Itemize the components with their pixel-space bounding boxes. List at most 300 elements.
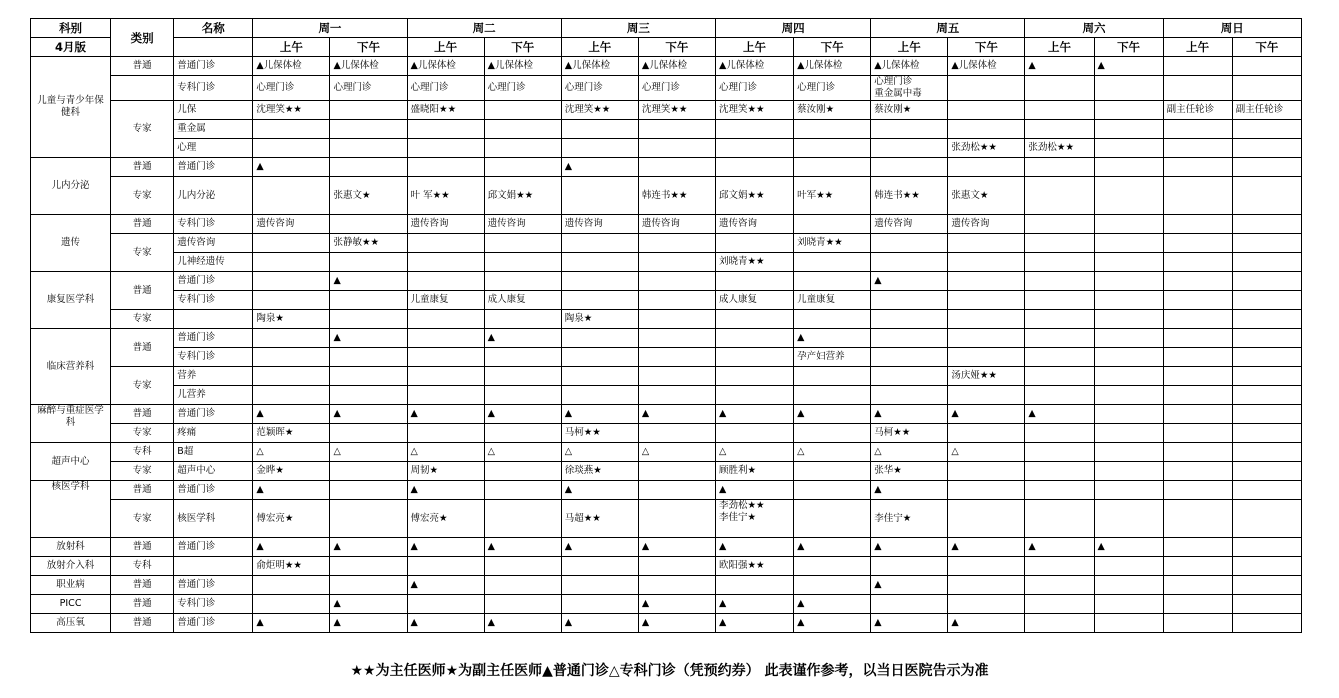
department-cell: 放射科: [31, 538, 111, 557]
schedule-slot: 心理门诊 重金属中毒: [871, 76, 948, 101]
clinic-name-cell: 普通门诊: [174, 614, 253, 633]
schedule-slot: ▲: [715, 405, 793, 424]
schedule-slot: [1163, 595, 1232, 614]
schedule-slot: △: [948, 443, 1025, 462]
schedule-slot: ▲: [407, 405, 484, 424]
schedule-slot: [1232, 234, 1301, 253]
table-row: [31, 443, 1302, 462]
table-row: [31, 120, 1302, 139]
schedule-slot: [407, 557, 484, 576]
department-cell: 儿内分泌: [31, 158, 111, 215]
category-cell: 普通: [111, 576, 174, 595]
clinic-name-cell: 疼痛: [174, 424, 253, 443]
schedule-slot: [407, 424, 484, 443]
schedule-slot: ▲: [871, 481, 948, 500]
schedule-slot: [948, 310, 1025, 329]
schedule-slot: [1232, 481, 1301, 500]
schedule-slot: 张劲松★★: [1025, 139, 1094, 158]
schedule-slot: ▲: [871, 272, 948, 291]
schedule-slot: [948, 120, 1025, 139]
table-row: [31, 538, 1302, 557]
table-row: [31, 177, 1302, 215]
clinic-name-cell: 遗传咨询: [174, 234, 253, 253]
schedule-slot: [715, 234, 793, 253]
schedule-slot: [253, 120, 330, 139]
table-row: [31, 329, 1302, 348]
schedule-slot: ▲: [871, 405, 948, 424]
schedule-slot: [715, 120, 793, 139]
schedule-slot: [871, 595, 948, 614]
schedule-slot: [1232, 576, 1301, 595]
schedule-slot: △: [794, 443, 871, 462]
category-cell: 普通: [111, 405, 174, 424]
table-row: [31, 595, 1302, 614]
schedule-slot: [1163, 348, 1232, 367]
schedule-slot: [484, 557, 561, 576]
am-header: 上午: [407, 38, 484, 57]
schedule-slot: [1025, 76, 1094, 101]
schedule-slot: [1025, 348, 1094, 367]
clinic-name-cell: 普通门诊: [174, 405, 253, 424]
schedule-slot: 心理门诊: [330, 76, 407, 101]
clinic-name-cell: 重金属: [174, 120, 253, 139]
schedule-slot: [330, 424, 407, 443]
schedule-slot: [484, 481, 561, 500]
clinic-name-cell: 普通门诊: [174, 576, 253, 595]
schedule-slot: 金晔★: [253, 462, 330, 481]
schedule-slot: [1094, 310, 1163, 329]
schedule-slot: ▲: [871, 614, 948, 633]
table-row: [31, 386, 1302, 405]
schedule-slot: [1025, 158, 1094, 177]
schedule-slot: [330, 386, 407, 405]
schedule-slot: [484, 234, 561, 253]
pm-header: 下午: [484, 38, 561, 57]
schedule-slot: [1094, 557, 1163, 576]
schedule-slot: △: [561, 443, 638, 462]
clinic-name-cell: 普通门诊: [174, 481, 253, 500]
department-cell: 临床营养科: [31, 329, 111, 405]
schedule-slot: [948, 272, 1025, 291]
table-row: [31, 614, 1302, 633]
schedule-slot: [1163, 215, 1232, 234]
schedule-slot: [871, 386, 948, 405]
clinic-name-cell: 心理: [174, 139, 253, 158]
table-row: [31, 576, 1302, 595]
schedule-slot: [253, 348, 330, 367]
clinic-name-cell: 儿营养: [174, 386, 253, 405]
table-row: [31, 234, 1302, 253]
schedule-slot: △: [871, 443, 948, 462]
schedule-slot: [484, 424, 561, 443]
schedule-slot: [948, 291, 1025, 310]
schedule-slot: [1025, 215, 1094, 234]
schedule-slot: ▲: [407, 576, 484, 595]
type-header: 类别: [111, 19, 174, 57]
table-row: [31, 57, 1302, 76]
category-cell: 普通: [111, 329, 174, 367]
schedule-slot: [1094, 348, 1163, 367]
schedule-slot: 遗传咨询: [715, 215, 793, 234]
schedule-slot: [715, 386, 793, 405]
schedule-slot: [638, 158, 715, 177]
schedule-slot: [794, 215, 871, 234]
schedule-slot: [484, 101, 561, 120]
schedule-slot: 刘晓青★★: [794, 234, 871, 253]
schedule-slot: ▲: [253, 481, 330, 500]
schedule-slot: [1094, 120, 1163, 139]
schedule-slot: ▲: [948, 614, 1025, 633]
schedule-slot: [1232, 424, 1301, 443]
schedule-slot: [1025, 253, 1094, 272]
schedule-slot: ▲: [794, 538, 871, 557]
table-row: [31, 367, 1302, 386]
schedule-slot: [1232, 215, 1301, 234]
schedule-slot: [871, 329, 948, 348]
schedule-slot: [794, 576, 871, 595]
schedule-slot: ▲: [715, 595, 793, 614]
schedule-slot: ▲: [871, 576, 948, 595]
schedule-slot: [484, 310, 561, 329]
day-header: 周一: [253, 19, 407, 38]
schedule-slot: [1025, 291, 1094, 310]
schedule-slot: 沈理笑★★: [715, 101, 793, 120]
schedule-slot: [561, 120, 638, 139]
schedule-slot: [1163, 291, 1232, 310]
schedule-slot: [1025, 557, 1094, 576]
schedule-slot: [871, 348, 948, 367]
category-cell: 普通: [111, 595, 174, 614]
schedule-slot: [1232, 291, 1301, 310]
schedule-slot: 韩连书★★: [638, 177, 715, 215]
day-header: 周日: [1163, 19, 1301, 38]
schedule-slot: [715, 576, 793, 595]
schedule-slot: [1163, 158, 1232, 177]
schedule-slot: ▲: [330, 405, 407, 424]
schedule-slot: ▲: [484, 405, 561, 424]
schedule-slot: [638, 557, 715, 576]
schedule-slot: [1094, 386, 1163, 405]
schedule-slot: [871, 253, 948, 272]
schedule-slot: ▲: [407, 538, 484, 557]
schedule-slot: 欧阳强★★: [715, 557, 793, 576]
pm-header: 下午: [1232, 38, 1301, 57]
schedule-slot: [407, 272, 484, 291]
schedule-slot: [330, 576, 407, 595]
category-cell: 普通: [111, 215, 174, 234]
schedule-slot: [638, 367, 715, 386]
schedule-slot: [1094, 614, 1163, 633]
schedule-slot: 成人康复: [715, 291, 793, 310]
schedule-slot: [638, 310, 715, 329]
schedule-slot: ▲: [407, 614, 484, 633]
schedule-slot: [1025, 177, 1094, 215]
schedule-slot: ▲: [253, 538, 330, 557]
schedule-slot: [638, 120, 715, 139]
pm-header: 下午: [794, 38, 871, 57]
schedule-slot: [948, 424, 1025, 443]
clinic-name-cell: 专科门诊: [174, 76, 253, 101]
category-cell: 专家: [111, 101, 174, 158]
schedule-slot: △: [638, 443, 715, 462]
department-cell: 麻醉与重症医学科: [31, 405, 111, 443]
category-cell: 普通: [111, 538, 174, 557]
schedule-slot: 张惠文★: [948, 177, 1025, 215]
schedule-slot: ▲: [638, 538, 715, 557]
schedule-slot: [561, 291, 638, 310]
schedule-slot: 沈理笑★★: [638, 101, 715, 120]
schedule-slot: [1163, 120, 1232, 139]
schedule-slot: [1025, 310, 1094, 329]
schedule-slot: [871, 158, 948, 177]
schedule-slot: [638, 253, 715, 272]
schedule-slot: [407, 120, 484, 139]
schedule-slot: 邱文娟★★: [715, 177, 793, 215]
clinic-name-cell: 普通门诊: [174, 57, 253, 76]
schedule-slot: [1025, 329, 1094, 348]
schedule-slot: [1163, 424, 1232, 443]
schedule-slot: [484, 462, 561, 481]
schedule-slot: [253, 576, 330, 595]
schedule-slot: [794, 462, 871, 481]
schedule-slot: ▲: [871, 538, 948, 557]
schedule-slot: [1232, 405, 1301, 424]
schedule-slot: 蔡汝刚★: [794, 101, 871, 120]
schedule-slot: [1094, 101, 1163, 120]
schedule-slot: [330, 367, 407, 386]
schedule-slot: [330, 215, 407, 234]
name-header-blank: [174, 38, 253, 57]
schedule-slot: [1094, 215, 1163, 234]
schedule-slot: [484, 120, 561, 139]
schedule-slot: [484, 576, 561, 595]
schedule-slot: ▲: [948, 405, 1025, 424]
schedule-slot: [715, 139, 793, 158]
schedule-slot: [1094, 481, 1163, 500]
schedule-slot: [715, 310, 793, 329]
schedule-slot: ▲: [253, 405, 330, 424]
clinic-name-cell: 儿内分泌: [174, 177, 253, 215]
schedule-slot: [1232, 614, 1301, 633]
clinic-name-cell: [174, 557, 253, 576]
dept-header: 科别: [31, 19, 111, 38]
category-cell: 专科: [111, 443, 174, 462]
table-row: [31, 557, 1302, 576]
schedule-slot: 周韧★: [407, 462, 484, 481]
table-row: [31, 139, 1302, 158]
schedule-slot: ▲儿保体检: [948, 57, 1025, 76]
am-header: 上午: [1163, 38, 1232, 57]
schedule-slot: ▲: [715, 538, 793, 557]
schedule-slot: [484, 500, 561, 538]
day-header: 周五: [871, 19, 1025, 38]
schedule-slot: 儿童康复: [407, 291, 484, 310]
schedule-slot: 马超★★: [561, 500, 638, 538]
schedule-slot: [715, 424, 793, 443]
schedule-slot: ▲: [1025, 57, 1094, 76]
schedule-slot: 心理门诊: [638, 76, 715, 101]
schedule-slot: [330, 348, 407, 367]
schedule-slot: [1094, 291, 1163, 310]
schedule-slot: 遗传咨询: [484, 215, 561, 234]
schedule-slot: [1025, 481, 1094, 500]
schedule-slot: [1025, 595, 1094, 614]
schedule-slot: 李劲松★★ 李佳宁★: [715, 500, 793, 538]
schedule-slot: [561, 329, 638, 348]
schedule-slot: 马柯★★: [871, 424, 948, 443]
schedule-slot: ▲: [561, 405, 638, 424]
schedule-slot: [1232, 120, 1301, 139]
schedule-slot: [715, 272, 793, 291]
schedule-slot: ▲: [794, 405, 871, 424]
schedule-slot: [330, 120, 407, 139]
schedule-slot: ▲: [253, 158, 330, 177]
category-cell: 普通: [111, 57, 174, 76]
schedule-slot: ▲儿保体检: [715, 57, 793, 76]
schedule-table: [30, 18, 1302, 633]
day-header: 周四: [715, 19, 870, 38]
pm-header: 下午: [948, 38, 1025, 57]
schedule-slot: 蔡汝刚★: [871, 101, 948, 120]
schedule-slot: [1163, 386, 1232, 405]
clinic-name-cell: 普通门诊: [174, 538, 253, 557]
schedule-slot: [871, 120, 948, 139]
schedule-slot: [1232, 253, 1301, 272]
schedule-slot: [638, 576, 715, 595]
schedule-slot: [1025, 443, 1094, 462]
schedule-slot: 傅宏亮★: [407, 500, 484, 538]
schedule-slot: [1094, 367, 1163, 386]
schedule-slot: [407, 367, 484, 386]
schedule-slot: [1025, 386, 1094, 405]
schedule-slot: [1163, 443, 1232, 462]
table-row: [31, 215, 1302, 234]
schedule-slot: [794, 500, 871, 538]
category-cell: 专家: [111, 424, 174, 443]
schedule-slot: 邱文娟★★: [484, 177, 561, 215]
schedule-slot: ▲: [330, 272, 407, 291]
schedule-slot: [561, 348, 638, 367]
department-cell: 核医学科: [31, 481, 111, 538]
schedule-slot: [1163, 234, 1232, 253]
schedule-slot: 张惠文★: [330, 177, 407, 215]
schedule-slot: [638, 348, 715, 367]
schedule-slot: [253, 595, 330, 614]
category-cell: 普通: [111, 614, 174, 633]
schedule-slot: [330, 101, 407, 120]
table-row: [31, 272, 1302, 291]
schedule-slot: [253, 386, 330, 405]
schedule-slot: [1094, 253, 1163, 272]
schedule-slot: [715, 348, 793, 367]
schedule-slot: 心理门诊: [253, 76, 330, 101]
schedule-slot: ▲: [1094, 57, 1163, 76]
schedule-slot: 陶泉★: [561, 310, 638, 329]
schedule-slot: [484, 139, 561, 158]
day-header: 周六: [1025, 19, 1163, 38]
schedule-slot: [948, 481, 1025, 500]
schedule-slot: [484, 367, 561, 386]
schedule-slot: [1094, 329, 1163, 348]
schedule-slot: [1163, 253, 1232, 272]
schedule-slot: ▲: [561, 158, 638, 177]
schedule-slot: [407, 253, 484, 272]
schedule-slot: [1232, 443, 1301, 462]
schedule-slot: [948, 576, 1025, 595]
schedule-slot: △: [484, 443, 561, 462]
schedule-slot: [330, 253, 407, 272]
schedule-slot: [407, 329, 484, 348]
legend-footer: ★★为主任医师★为副主任医师▲普通门诊△专科门诊（凭预约券） 此表谨作参考，以当日医院告示为准: [350, 663, 989, 679]
clinic-name-cell: 普通门诊: [174, 158, 253, 177]
schedule-slot: 心理门诊: [484, 76, 561, 101]
schedule-slot: ▲儿保体检: [407, 57, 484, 76]
schedule-slot: 遗传咨询: [561, 215, 638, 234]
schedule-slot: △: [253, 443, 330, 462]
schedule-slot: 遗传咨询: [638, 215, 715, 234]
category-cell: 专家: [111, 462, 174, 481]
schedule-slot: ▲: [794, 329, 871, 348]
schedule-slot: [561, 367, 638, 386]
schedule-slot: [1094, 139, 1163, 158]
schedule-slot: [330, 481, 407, 500]
schedule-slot: [561, 272, 638, 291]
schedule-slot: [1094, 234, 1163, 253]
schedule-slot: [1163, 310, 1232, 329]
schedule-slot: ▲: [407, 481, 484, 500]
schedule-slot: 傅宏亮★: [253, 500, 330, 538]
schedule-slot: 心理门诊: [561, 76, 638, 101]
schedule-slot: ▲: [638, 595, 715, 614]
schedule-slot: [871, 557, 948, 576]
schedule-slot: ▲: [561, 614, 638, 633]
schedule-slot: [1232, 348, 1301, 367]
clinic-name-cell: 专科门诊: [174, 595, 253, 614]
schedule-slot: [407, 386, 484, 405]
department-cell: 遗传: [31, 215, 111, 272]
schedule-slot: ▲儿保体检: [871, 57, 948, 76]
schedule-slot: [253, 139, 330, 158]
schedule-slot: 副主任轮诊: [1232, 101, 1301, 120]
schedule-slot: [715, 158, 793, 177]
name-header: 名称: [174, 19, 253, 38]
schedule-slot: ▲: [715, 614, 793, 633]
schedule-slot: [330, 500, 407, 538]
schedule-slot: ▲: [330, 614, 407, 633]
schedule-slot: [561, 139, 638, 158]
schedule-slot: [1163, 139, 1232, 158]
am-header: 上午: [715, 38, 793, 57]
schedule-slot: [330, 139, 407, 158]
schedule-slot: [871, 234, 948, 253]
schedule-slot: [330, 310, 407, 329]
schedule-slot: ▲儿保体检: [638, 57, 715, 76]
schedule-slot: [1094, 595, 1163, 614]
department-cell: 康复医学科: [31, 272, 111, 329]
schedule-slot: [561, 234, 638, 253]
schedule-slot: [330, 462, 407, 481]
schedule-slot: [794, 367, 871, 386]
am-header: 上午: [1025, 38, 1094, 57]
table-row: [31, 76, 1302, 101]
schedule-slot: 遗传咨询: [253, 215, 330, 234]
schedule-slot: 李佳宁★: [871, 500, 948, 538]
schedule-slot: ▲: [794, 614, 871, 633]
category-cell: 专科: [111, 557, 174, 576]
schedule-slot: ▲: [1025, 538, 1094, 557]
am-header: 上午: [871, 38, 948, 57]
department-cell: 职业病: [31, 576, 111, 595]
